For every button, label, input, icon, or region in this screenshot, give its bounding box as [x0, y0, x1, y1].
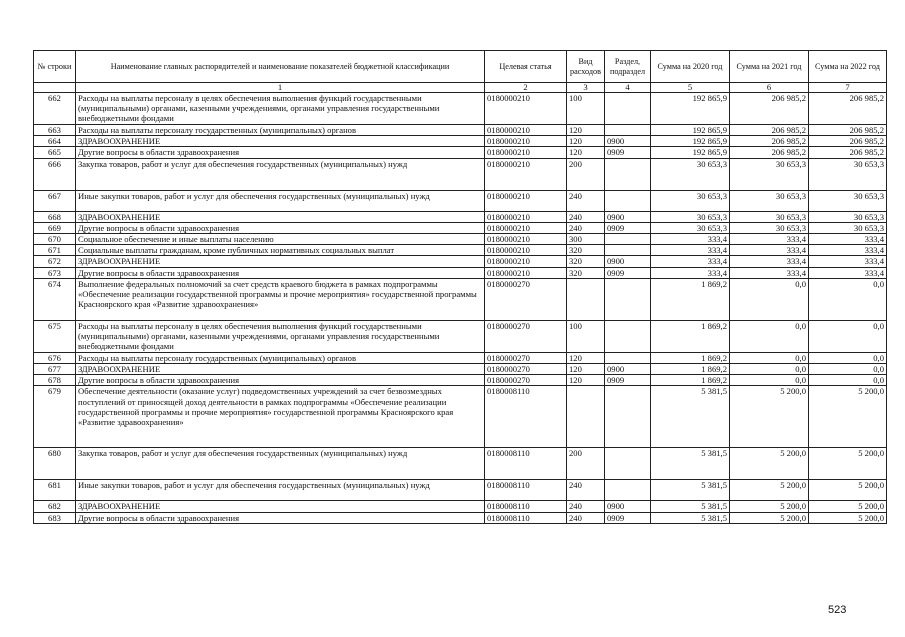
- target-article: 0180008110: [485, 512, 567, 523]
- column-number: 3: [567, 83, 605, 93]
- sum-2022: 206 985,2: [809, 147, 887, 158]
- sum-2020: 1 869,2: [651, 278, 730, 320]
- table-header: [34, 51, 887, 93]
- column-numbers-row: [34, 83, 887, 93]
- table-row: [34, 386, 887, 448]
- section-code: 0900: [605, 501, 651, 512]
- sum-2022: 0,0: [809, 352, 887, 363]
- section-code: [605, 245, 651, 256]
- expense-type: 120: [567, 375, 605, 386]
- sum-2022: 5 200,0: [809, 386, 887, 448]
- row-number: 665: [34, 147, 76, 158]
- target-article: 0180000210: [485, 136, 567, 147]
- target-article: 0180000210: [485, 125, 567, 136]
- indicator-name: Расходы на выплаты персоналу в целях обеспечения выполнения функций государственными (муниципальными) органами, казенными учреждениями, органами управления государственными внебюджетными фондами: [76, 93, 485, 125]
- indicator-name: Обеспечение деятельности (оказание услуг) подведомственных учреждений за счет безвозмездных поступлений от приносящей доход деятельности в рамках подпрограммы «Обеспечение реализации государственной программы и прочие мероприятия» государственной программы Красноярского края «Развитие здравоохранения»: [76, 386, 485, 448]
- expense-type: 100: [567, 320, 605, 352]
- sum-2022: 30 653,3: [809, 190, 887, 211]
- target-article: 0180008110: [485, 501, 567, 512]
- section-code: 0909: [605, 375, 651, 386]
- header-sum-2020: Сумма на 2020 год: [651, 51, 730, 83]
- sum-2020: 192 865,9: [651, 125, 730, 136]
- header-name: Наименование главных распорядителей и наименование показателей бюджетной классификации: [76, 51, 485, 83]
- header-sum-2021: Сумма на 2021 год: [730, 51, 809, 83]
- sum-2022: 30 653,3: [809, 211, 887, 222]
- sum-2022: 0,0: [809, 320, 887, 352]
- expense-type: 320: [567, 245, 605, 256]
- expense-type: 240: [567, 480, 605, 501]
- target-article: 0180000210: [485, 93, 567, 125]
- table-row: [34, 136, 887, 147]
- sum-2021: 30 653,3: [730, 190, 809, 211]
- sum-2020: 1 869,2: [651, 320, 730, 352]
- sum-2022: 5 200,0: [809, 448, 887, 480]
- sum-2021: 0,0: [730, 364, 809, 375]
- row-number: 675: [34, 320, 76, 352]
- table-row: [34, 158, 887, 190]
- expense-type: 120: [567, 147, 605, 158]
- column-number: 1: [76, 83, 485, 93]
- target-article: 0180000210: [485, 211, 567, 222]
- sum-2020: 30 653,3: [651, 190, 730, 211]
- table-row: [34, 512, 887, 523]
- table-row: [34, 222, 887, 233]
- sum-2021: 333,4: [730, 256, 809, 267]
- sum-2021: 0,0: [730, 320, 809, 352]
- indicator-name: Другие вопросы в области здравоохранения: [76, 267, 485, 278]
- row-number: 666: [34, 158, 76, 190]
- sum-2022: 5 200,0: [809, 512, 887, 523]
- sum-2021: 0,0: [730, 375, 809, 386]
- indicator-name: Другие вопросы в области здравоохранения: [76, 222, 485, 233]
- expense-type: 120: [567, 136, 605, 147]
- row-number: 663: [34, 125, 76, 136]
- expense-type: 200: [567, 448, 605, 480]
- sum-2021: 0,0: [730, 352, 809, 363]
- section-code: [605, 93, 651, 125]
- sum-2022: 30 653,3: [809, 222, 887, 233]
- table-row: [34, 245, 887, 256]
- sum-2020: 30 653,3: [651, 222, 730, 233]
- sum-2021: 333,4: [730, 245, 809, 256]
- section-code: [605, 386, 651, 448]
- target-article: 0180000210: [485, 267, 567, 278]
- target-article: 0180000210: [485, 158, 567, 190]
- expense-type: [567, 386, 605, 448]
- row-number: 683: [34, 512, 76, 523]
- indicator-name: Выполнение федеральных полномочий за счет средств краевого бюджета в рамках подпрограммы «Обеспечение реализации государственной программы и прочие мероприятия» государственной программы Красноярского края «Развитие здравоохранения»: [76, 278, 485, 320]
- indicator-name: Другие вопросы в области здравоохранения: [76, 512, 485, 523]
- expense-type: 320: [567, 256, 605, 267]
- sum-2022: 0,0: [809, 375, 887, 386]
- sum-2022: 333,4: [809, 256, 887, 267]
- sum-2021: 206 985,2: [730, 147, 809, 158]
- row-number: 677: [34, 364, 76, 375]
- section-code: [605, 352, 651, 363]
- sum-2020: 192 865,9: [651, 147, 730, 158]
- column-number: 5: [651, 83, 730, 93]
- section-code: [605, 448, 651, 480]
- column-number: 4: [605, 83, 651, 93]
- sum-2021: 5 200,0: [730, 512, 809, 523]
- row-number: 667: [34, 190, 76, 211]
- table-row: [34, 125, 887, 136]
- header-sum-2022: Сумма на 2022 год: [809, 51, 887, 83]
- column-number: 2: [485, 83, 567, 93]
- target-article: 0180000270: [485, 352, 567, 363]
- sum-2020: 30 653,3: [651, 211, 730, 222]
- sum-2022: 333,4: [809, 245, 887, 256]
- indicator-name: Расходы на выплаты персоналу государственных (муниципальных) органов: [76, 352, 485, 363]
- sum-2020: 5 381,5: [651, 480, 730, 501]
- indicator-name: Расходы на выплаты персоналу в целях обеспечения выполнения функций государственными (муниципальными) органами, казенными учреждениями, органами управления государственными внебюджетными фондами: [76, 320, 485, 352]
- table-row: [34, 256, 887, 267]
- section-code: 0900: [605, 256, 651, 267]
- sum-2022: 5 200,0: [809, 480, 887, 501]
- indicator-name: ЗДРАВООХРАНЕНИЕ: [76, 211, 485, 222]
- sum-2020: 192 865,9: [651, 93, 730, 125]
- section-code: 0909: [605, 267, 651, 278]
- indicator-name: Другие вопросы в области здравоохранения: [76, 375, 485, 386]
- header-target-article: Целевая статья: [485, 51, 567, 83]
- table-row: [34, 147, 887, 158]
- sum-2020: 5 381,5: [651, 448, 730, 480]
- sum-2020: 1 869,2: [651, 352, 730, 363]
- sum-2021: 333,4: [730, 267, 809, 278]
- indicator-name: ЗДРАВООХРАНЕНИЕ: [76, 364, 485, 375]
- target-article: 0180008110: [485, 480, 567, 501]
- row-number: 669: [34, 222, 76, 233]
- sum-2022: 0,0: [809, 364, 887, 375]
- target-article: 0180000210: [485, 222, 567, 233]
- table-row: [34, 267, 887, 278]
- sum-2020: 30 653,3: [651, 158, 730, 190]
- row-number: 664: [34, 136, 76, 147]
- sum-2021: 5 200,0: [730, 480, 809, 501]
- sum-2020: 1 869,2: [651, 364, 730, 375]
- target-article: 0180000270: [485, 278, 567, 320]
- expense-type: 300: [567, 234, 605, 245]
- expense-type: 320: [567, 267, 605, 278]
- column-number: [34, 83, 76, 93]
- section-code: 0900: [605, 364, 651, 375]
- section-code: [605, 190, 651, 211]
- sum-2021: 30 653,3: [730, 158, 809, 190]
- sum-2021: 333,4: [730, 234, 809, 245]
- sum-2021: 206 985,2: [730, 125, 809, 136]
- table-row: [34, 501, 887, 512]
- table-row: [34, 375, 887, 386]
- section-code: 0909: [605, 512, 651, 523]
- table-body: [34, 93, 887, 524]
- indicator-name: Социальные выплаты гражданам, кроме публичных нормативных социальных выплат: [76, 245, 485, 256]
- row-number: 678: [34, 375, 76, 386]
- sum-2021: 206 985,2: [730, 136, 809, 147]
- table-row: [34, 234, 887, 245]
- indicator-name: Расходы на выплаты персоналу государственных (муниципальных) органов: [76, 125, 485, 136]
- table-row: [34, 352, 887, 363]
- indicator-name: Иные закупки товаров, работ и услуг для обеспечения государственных (муниципальных) нужд: [76, 190, 485, 211]
- target-article: 0180000210: [485, 147, 567, 158]
- target-article: 0180000210: [485, 245, 567, 256]
- indicator-name: Иные закупки товаров, работ и услуг для обеспечения государственных (муниципальных) нужд: [76, 480, 485, 501]
- sum-2020: 333,4: [651, 256, 730, 267]
- expense-type: 120: [567, 352, 605, 363]
- row-number: 676: [34, 352, 76, 363]
- row-number: 672: [34, 256, 76, 267]
- sum-2020: 333,4: [651, 234, 730, 245]
- row-number: 671: [34, 245, 76, 256]
- expense-type: [567, 278, 605, 320]
- sum-2020: 5 381,5: [651, 512, 730, 523]
- sum-2022: 206 985,2: [809, 125, 887, 136]
- target-article: 0180000270: [485, 375, 567, 386]
- sum-2020: 333,4: [651, 267, 730, 278]
- section-code: [605, 158, 651, 190]
- expense-type: 240: [567, 211, 605, 222]
- sum-2020: 5 381,5: [651, 386, 730, 448]
- header-row-number: № строки: [34, 51, 76, 83]
- sum-2021: 5 200,0: [730, 448, 809, 480]
- page-number: 523: [828, 604, 847, 616]
- sum-2021: 0,0: [730, 278, 809, 320]
- row-number: 682: [34, 501, 76, 512]
- column-number: 7: [809, 83, 887, 93]
- sum-2020: 333,4: [651, 245, 730, 256]
- sum-2021: 5 200,0: [730, 501, 809, 512]
- sum-2021: 30 653,3: [730, 222, 809, 233]
- table-row: [34, 364, 887, 375]
- expense-type: 200: [567, 158, 605, 190]
- row-number: 673: [34, 267, 76, 278]
- table-row: [34, 211, 887, 222]
- table-row: [34, 448, 887, 480]
- sum-2022: 5 200,0: [809, 501, 887, 512]
- sum-2021: 30 653,3: [730, 211, 809, 222]
- row-number: 670: [34, 234, 76, 245]
- target-article: 0180000270: [485, 320, 567, 352]
- section-code: 0909: [605, 147, 651, 158]
- sum-2022: 206 985,2: [809, 136, 887, 147]
- row-number: 680: [34, 448, 76, 480]
- table-row: [34, 320, 887, 352]
- row-number: 681: [34, 480, 76, 501]
- section-code: [605, 125, 651, 136]
- indicator-name: Другие вопросы в области здравоохранения: [76, 147, 485, 158]
- sum-2020: 5 381,5: [651, 501, 730, 512]
- row-number: 679: [34, 386, 76, 448]
- sum-2021: 206 985,2: [730, 93, 809, 125]
- section-code: 0909: [605, 222, 651, 233]
- indicator-name: Социальное обеспечение и иные выплаты населению: [76, 234, 485, 245]
- sum-2022: 0,0: [809, 278, 887, 320]
- target-article: 0180000210: [485, 256, 567, 267]
- row-number: 674: [34, 278, 76, 320]
- indicator-name: ЗДРАВООХРАНЕНИЕ: [76, 256, 485, 267]
- section-code: [605, 234, 651, 245]
- indicator-name: Закупка товаров, работ и услуг для обеспечения государственных (муниципальных) нужд: [76, 158, 485, 190]
- expense-type: 240: [567, 512, 605, 523]
- column-number: 6: [730, 83, 809, 93]
- target-article: 0180008110: [485, 386, 567, 448]
- sum-2020: 1 869,2: [651, 375, 730, 386]
- sum-2022: 30 653,3: [809, 158, 887, 190]
- expense-type: 100: [567, 93, 605, 125]
- row-number: 662: [34, 93, 76, 125]
- target-article: 0180000210: [485, 190, 567, 211]
- sum-2021: 5 200,0: [730, 386, 809, 448]
- expense-type: 240: [567, 190, 605, 211]
- table-row: [34, 190, 887, 211]
- target-article: 0180008110: [485, 448, 567, 480]
- expense-type: 240: [567, 222, 605, 233]
- sum-2022: 333,4: [809, 267, 887, 278]
- target-article: 0180000210: [485, 234, 567, 245]
- section-code: [605, 320, 651, 352]
- indicator-name: ЗДРАВООХРАНЕНИЕ: [76, 501, 485, 512]
- header-expense-type: Вид расходов: [567, 51, 605, 83]
- table-row: [34, 93, 887, 125]
- expense-type: 240: [567, 501, 605, 512]
- expense-type: 120: [567, 364, 605, 375]
- section-code: [605, 480, 651, 501]
- sum-2022: 333,4: [809, 234, 887, 245]
- row-number: 668: [34, 211, 76, 222]
- target-article: 0180000270: [485, 364, 567, 375]
- sum-2022: 206 985,2: [809, 93, 887, 125]
- section-code: 0900: [605, 211, 651, 222]
- section-code: [605, 278, 651, 320]
- table-row: [34, 480, 887, 501]
- indicator-name: ЗДРАВООХРАНЕНИЕ: [76, 136, 485, 147]
- section-code: 0900: [605, 136, 651, 147]
- budget-table: [33, 50, 887, 524]
- table-row: [34, 278, 887, 320]
- sum-2020: 192 865,9: [651, 136, 730, 147]
- expense-type: 120: [567, 125, 605, 136]
- indicator-name: Закупка товаров, работ и услуг для обеспечения государственных (муниципальных) нужд: [76, 448, 485, 480]
- header-section: Раздел, подраздел: [605, 51, 651, 83]
